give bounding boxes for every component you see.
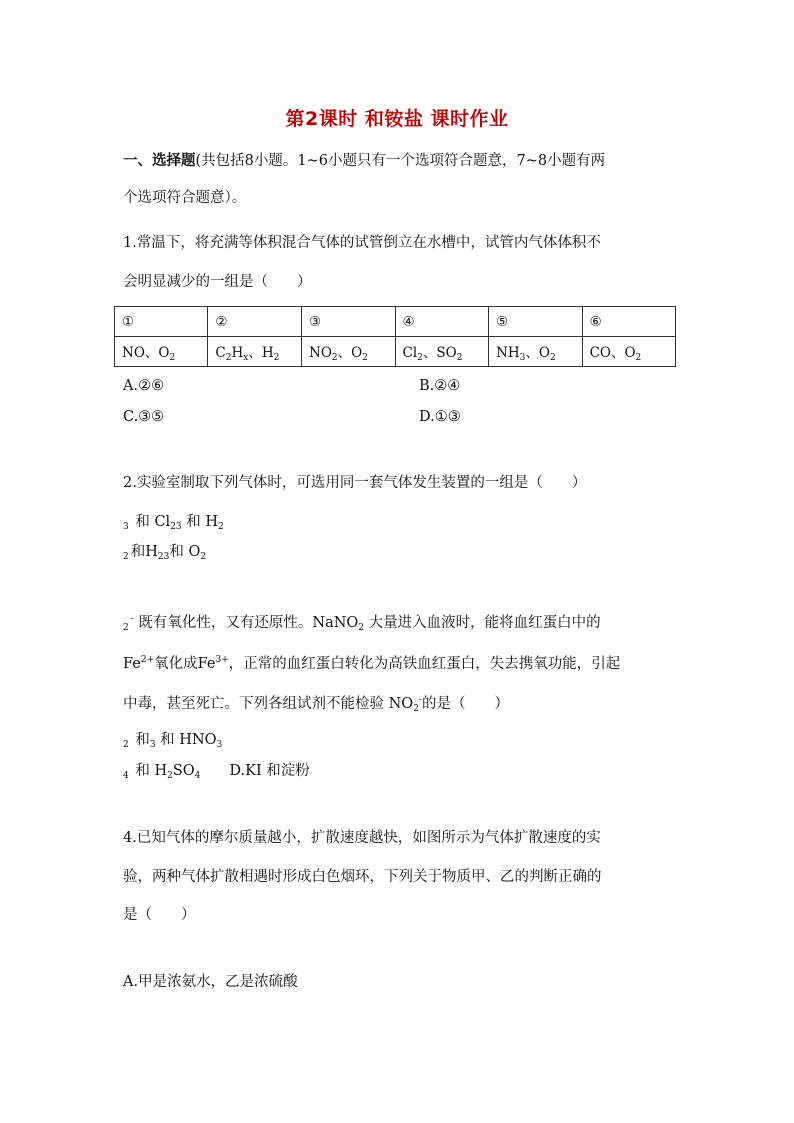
fragment-superscript: - <box>130 614 134 624</box>
fragment-text: 和 Cl <box>130 514 171 530</box>
cell-text: NO、O <box>122 344 170 361</box>
table-header-cell: ③ <box>302 307 396 337</box>
q1-option-d: D.①③ <box>419 409 461 425</box>
table-header-cell: ⑤ <box>489 307 583 337</box>
fragment-text: D.KI 和淀粉 <box>200 763 310 779</box>
fragment-superscript: - <box>418 695 422 705</box>
cell-subscript: 2 <box>362 352 368 363</box>
fragment-subscript: 23 <box>170 522 182 532</box>
fragment-superscript: 3+ <box>215 655 229 665</box>
table-header-cell: ① <box>115 307 208 337</box>
q2-option-line-1 <box>123 512 224 537</box>
cell-text: 、H <box>248 344 274 361</box>
table-header-cell: ② <box>208 307 302 337</box>
q1-stem-line-2: 会明显减少的一组是（ ） <box>123 274 312 290</box>
fragment-subscript: 3 <box>123 522 129 532</box>
fragment-subscript: 2 <box>218 522 224 532</box>
q1-option-c: C.③⑤ <box>123 409 165 425</box>
fragment-text: 和 <box>130 732 150 748</box>
fragment-text: Fe <box>123 656 141 672</box>
fragment-superscript: 2+ <box>140 655 155 665</box>
fragment-subscript: 2 <box>123 740 129 750</box>
q3-stem-line-1 <box>123 609 601 638</box>
cell-subscript: 2 <box>169 352 176 363</box>
q3-stem-line-2 <box>123 650 620 674</box>
fragment-text: 和 HNO <box>155 732 217 748</box>
cell-text: 、SO <box>422 344 457 361</box>
table-row <box>115 307 676 337</box>
cell-text: CO、O <box>589 344 636 361</box>
q3-stem-line-3 <box>123 690 509 719</box>
q1-option-a: A.②⑥ <box>123 378 165 394</box>
fragment-subscript: 2 <box>358 623 365 633</box>
fragment-text: 和 O <box>169 544 201 560</box>
table-cell <box>489 337 583 367</box>
fragment-text: 和 H <box>181 514 219 530</box>
q1-gas-table <box>114 306 676 367</box>
fragment-subscript: 2 <box>413 704 419 714</box>
fragment-subscript: 2 <box>200 552 207 562</box>
q1-option-b: B.②④ <box>419 378 461 394</box>
cell-subscript: 2 <box>331 352 338 363</box>
cell-subscript: 2 <box>456 352 463 363</box>
section-intro-line-1 <box>123 151 605 171</box>
fragment-subscript: 4 <box>123 771 129 781</box>
fragment-subscript: 23 <box>157 552 170 562</box>
q3-option-line-1 <box>123 730 222 755</box>
q4-stem-line-3: 是（ ） <box>123 907 196 923</box>
cell-text: H <box>231 344 244 361</box>
cell-text: Cl <box>402 344 418 361</box>
fragment-text: ，正常的血红蛋白转化为高铁血红蛋白，失去携氧功能，引起 <box>228 656 621 672</box>
cell-text: 、O <box>525 344 550 361</box>
fragment-subscript: 4 <box>194 771 201 781</box>
cell-subscript: 2 <box>225 352 232 363</box>
cell-subscript: 2 <box>273 352 280 363</box>
table-header-cell: ④ <box>395 307 489 337</box>
section-intro-line-2: 个选项符合题意）。 <box>123 190 247 206</box>
cell-text: C <box>215 344 226 361</box>
fragment-text: 大量进入血液时，能将血红蛋白中的 <box>364 615 601 631</box>
fragment-subscript: 2 <box>123 623 129 633</box>
page-title: 第2课时 和铵盐 课时作业 <box>285 108 509 130</box>
table-cell <box>395 337 489 367</box>
section-heading: 一、选择题 <box>123 153 196 169</box>
fragment-subscript: 3 <box>149 740 156 750</box>
table-cell <box>115 337 208 367</box>
table-row <box>115 337 676 367</box>
q2-option-line-2 <box>123 542 206 567</box>
q4-option-a: A.甲是浓氨水，乙是浓硫酸 <box>123 974 298 990</box>
q4-stem-line-1: 4.已知气体的摩尔质量越小，扩散速度越快，如图所示为气体扩散速度的实 <box>123 830 601 846</box>
fragment-text: 既有氧化性，又有还原性。NaNO <box>133 615 359 631</box>
fragment-subscript: 2 <box>167 771 173 781</box>
fragment-text: 中毒，甚至死亡。下列各组试剂不能检验 NO <box>123 696 414 712</box>
table-cell <box>582 337 675 367</box>
cell-text: NH <box>496 344 520 361</box>
fragment-text: SO <box>172 763 195 779</box>
fragment-text: 和H <box>130 544 158 560</box>
table-cell <box>208 337 302 367</box>
fragment-text: 氧化成Fe <box>154 656 216 672</box>
fragment-text: 和 H <box>130 763 168 779</box>
cell-subscript: 2 <box>549 352 556 363</box>
cell-subscript: 2 <box>417 352 423 363</box>
q2-stem: 2.实验室制取下列气体时，可选用同一套气体发生装置的一组是（ ） <box>123 475 587 491</box>
cell-text: NO <box>309 344 332 361</box>
table-cell <box>302 337 396 367</box>
fragment-text: 的是（ ） <box>421 696 509 712</box>
fragment-subscript: 3 <box>216 740 223 750</box>
q3-option-line-2 <box>123 761 310 786</box>
fragment-subscript: 2 <box>123 552 129 562</box>
cell-text: 、O <box>337 344 363 361</box>
section-intro-text-1: (共包括8小题。1~6小题只有一个选项符合题意，7~8小题有两 <box>195 153 606 169</box>
q4-stem-line-2: 验，两种气体扩散相遇时形成白色烟环，下列关于物质甲、乙的判断正确的 <box>123 869 602 885</box>
cell-subscript: x <box>243 352 249 363</box>
cell-subscript: 3 <box>519 352 526 363</box>
table-header-cell: ⑥ <box>582 307 675 337</box>
q1-stem-line-1: 1.常温下，将充满等体积混合气体的试管倒立在水槽中，试管内气体体积不 <box>123 235 601 251</box>
cell-subscript: 2 <box>635 352 642 363</box>
